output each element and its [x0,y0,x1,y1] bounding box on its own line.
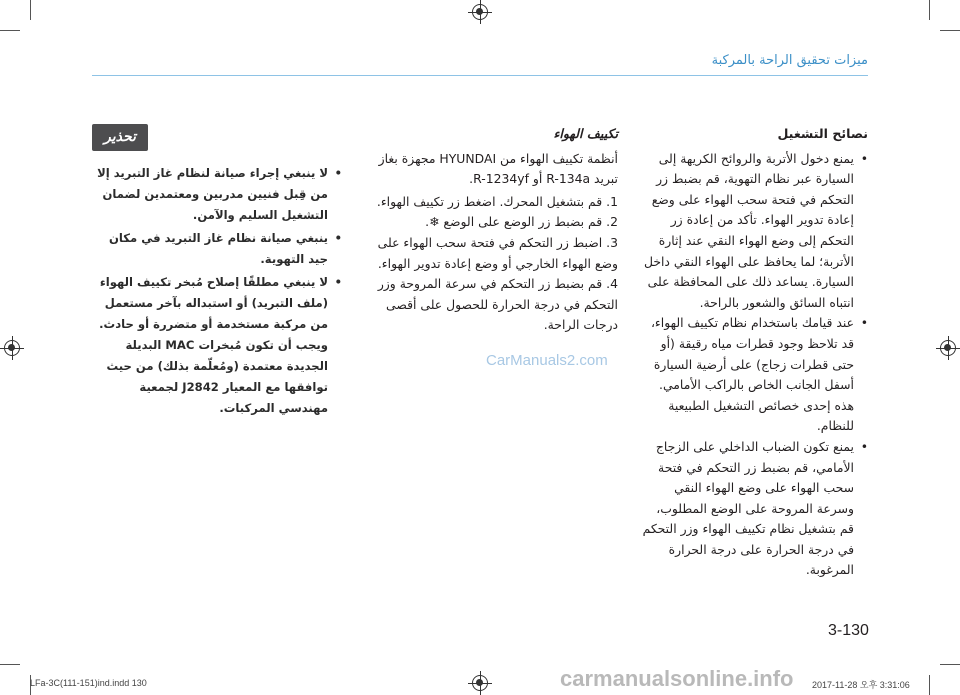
procedure-step: 4. قم بضبط زر التحكم في سرعة المروحة وزر التحكم في درجة الحرارة للحصول على أقصى درجات الراحة. [377,276,618,333]
procedure-step: 2. قم بضبط زر الوضع على الوضع ❄. [425,214,618,230]
crop-mark [0,30,20,31]
warning-header [92,124,342,151]
crop-mark [929,675,930,695]
registration-mark-icon [4,340,20,356]
crop-mark [929,0,930,20]
registration-mark-icon [940,340,956,356]
operation-tips-section [640,124,868,581]
registration-mark-icon [472,675,488,691]
crop-mark [940,664,960,665]
page-number: 3-130 [828,622,869,639]
footer-filename: LFa-3C(111-151)ind.indd 130 [30,678,147,688]
crop-mark [940,30,960,31]
warning-item: • لا ينبغي مطلقًا إصلاح مُبخر تكييف الهواء (ملف التبريد) أو استبداله بآخر مستعمل من مركبة مستخدمة أو متضررة أو حادث. ويجب أن تكون مُبخرات MAC البديلة الجديدة معتمدة (ومُعلّمة بذلك) من حيث توافقها مع المعيار J2842 لجمعية مهندسي المركبات. [92,272,342,419]
chapter-title: ميزات تحقيق الراحة بالمركبة [711,53,868,68]
crop-mark [0,664,20,665]
tip-item: • يمنع دخول الأتربة والروائح الكريهة إلى السيارة عبر نظام التهوية، قم بضبط زر التحكم في فتحة سحب الهواء على وضع إعادة تدوير الهواء. تأكد من إعادة زر التحكم إلى وضع الهواء النقي عند إثارة الأتربة؛ لما يحافظ على الهواء النقي داخل السيارة. يساعد ذلك على المحافظة على انتباه السائق والشعور بالراحة. [640,149,868,314]
operation-tips-heading: نصائح التشغيل [777,126,868,141]
footer-timestamp: 2017-11-28 오후 3:31:06 [812,680,910,690]
tip-item: • يمنع تكون الضباب الداخلي على الزجاج الأمامي، قم بضبط زر التحكم في فتحة سحب الهواء على وضع الهواء النقي وسرعة المروحة على الوضع المطلوب، قم بتشغيل نظام تكييف الهواء وزر التحكم في درجة الحرارة على درجة الحرارة المرغوبة. [640,437,868,581]
air-conditioning-section [368,124,618,336]
warning-label: تحذير [92,124,148,151]
warning-item: • لا ينبغي إجراء صيانة لنظام غاز التبريد إلا من قِبل فنيين مدربين ومعتمدين لضمان التشغيل السليم والآمن. [92,163,342,226]
header-divider [92,75,868,76]
bottom-watermark: carmanualsonline.info [560,666,794,691]
warning-item: • ينبغي صيانة نظام غاز التبريد في مكان جيد التهوية. [92,228,342,270]
tip-item: • عند قيامك باستخدام نظام تكييف الهواء، قد تلاحظ وجود قطرات مياه رقيقة (أو حتى قطرات زجاج) على أرضية السيارة أسفل الجانب الخاص بالراكب الأمامي. هذه إحدى خصائص التشغيل الطبيعية للنظام. [640,313,868,437]
warning-section [92,124,342,421]
crop-mark [30,0,31,20]
site-watermark: CarManuals2.com [486,352,608,369]
air-conditioning-heading: تكييف الهواء [553,126,618,141]
procedure-step: 1. قم بتشغيل المحرك. اضغط زر تكييف الهواء. [376,193,618,209]
procedure-step: 3. اضبط زر التحكم في فتحة سحب الهواء على وضع الهواء الخارجي أو وضع إعادة تدوير الهواء. [377,234,618,271]
air-conditioning-intro: أنظمة تكييف الهواء من HYUNDAI مجهزة بغاز تبريد R-134a أو R-1234yf. [378,150,618,187]
registration-mark-icon [472,4,488,20]
